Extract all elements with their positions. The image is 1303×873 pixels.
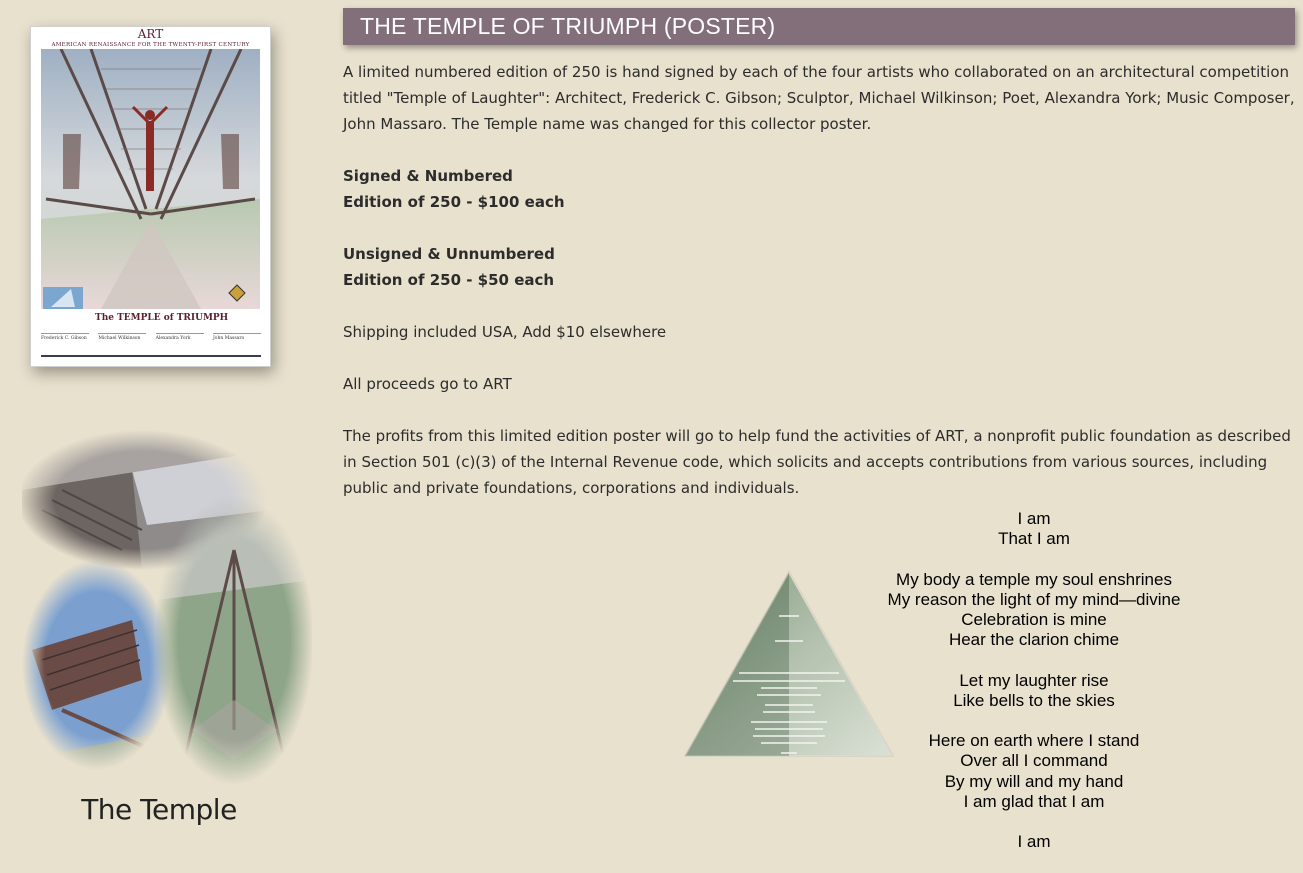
signed-heading: Signed & Numbered [343,167,513,185]
poem-line: Here on earth where I stand [928,731,1140,751]
proceeds-text: All proceeds go to ART [343,375,512,393]
temple-collage-image [22,430,312,790]
poem [860,509,1208,873]
unsigned-price: Edition of 250 - $50 each [343,271,555,289]
poem-line: Let my laughter rise [959,670,1109,690]
poster-caption: The TEMPLE of TRIUMPH [95,313,229,323]
temple-caption: The Temple [81,793,237,826]
poem-line: My reason the light of my mind—divine [887,589,1181,609]
unsigned-heading: Unsigned & Unnumbered [343,245,555,263]
poster-name: Michael Wilkinson [98,333,146,341]
poster-names [41,333,261,341]
temple-poster-image[interactable] [30,26,271,367]
poster-name: John Massaro [213,333,261,341]
page-title-bar [343,8,1295,45]
unsigned-edition [343,241,1295,293]
poster-header [31,28,270,49]
poem-stanza [860,671,1208,711]
signed-price: Edition of 250 - $100 each [343,193,565,211]
poem-line: My body a temple my soul enshrines [896,569,1172,589]
profits-paragraph: The profits from this limited edition poster will go to help fund the activities of ART, a nonprofit public foundation as described in Section 501 (c)(3) of the Internal Revenue code, which solicits and accepts contributions from various sources, including public and private foundations, corporations and individuals. [343,427,1291,497]
poem-line: Hear the clarion chime [948,630,1120,650]
page-title: THE TEMPLE OF TRIUMPH (POSTER) [360,13,776,39]
poem-stanza [860,832,1208,852]
poster-header-subtitle: AMERICAN RENAISSANCE FOR THE TWENTY-FIRST CENTURY [51,42,250,48]
poem-line: I am [1017,832,1051,852]
shipping-text: Shipping included USA, Add $10 elsewhere [343,323,667,341]
poem-line: Celebration is mine [961,610,1107,629]
signed-edition [343,163,1295,215]
poster-name: Alexandra York [156,333,204,341]
poem-line: Like bells to the skies [953,690,1115,710]
intro-paragraph: A limited numbered edition of 250 is hand signed by each of the four artists who collaborated on an architectural competition titled "Temple of Laughter": Architect, Frederick C. Gibson; Sculptor, Michael Wilkinson; Poet, Alexandra York; Music Composer, John Massaro. The Temple name was changed for this collector poster. [343,63,1295,133]
main-content [343,59,1295,527]
poem-line: By my will and my hand [944,771,1124,791]
poem-stanza [860,509,1208,549]
poster-name: Frederick C. Gibson [41,333,89,341]
poem-line: That I am [998,529,1070,549]
poem-stanza [860,570,1208,651]
poem-line: Over all I command [960,751,1108,771]
poem-line: I am glad that I am [963,791,1105,811]
poster-header-title: ART [137,27,164,41]
poster-bottom-rule [41,355,261,357]
poster-artwork [41,49,260,309]
poem-line: I am [1017,509,1051,528]
poem-stanza [860,731,1208,812]
